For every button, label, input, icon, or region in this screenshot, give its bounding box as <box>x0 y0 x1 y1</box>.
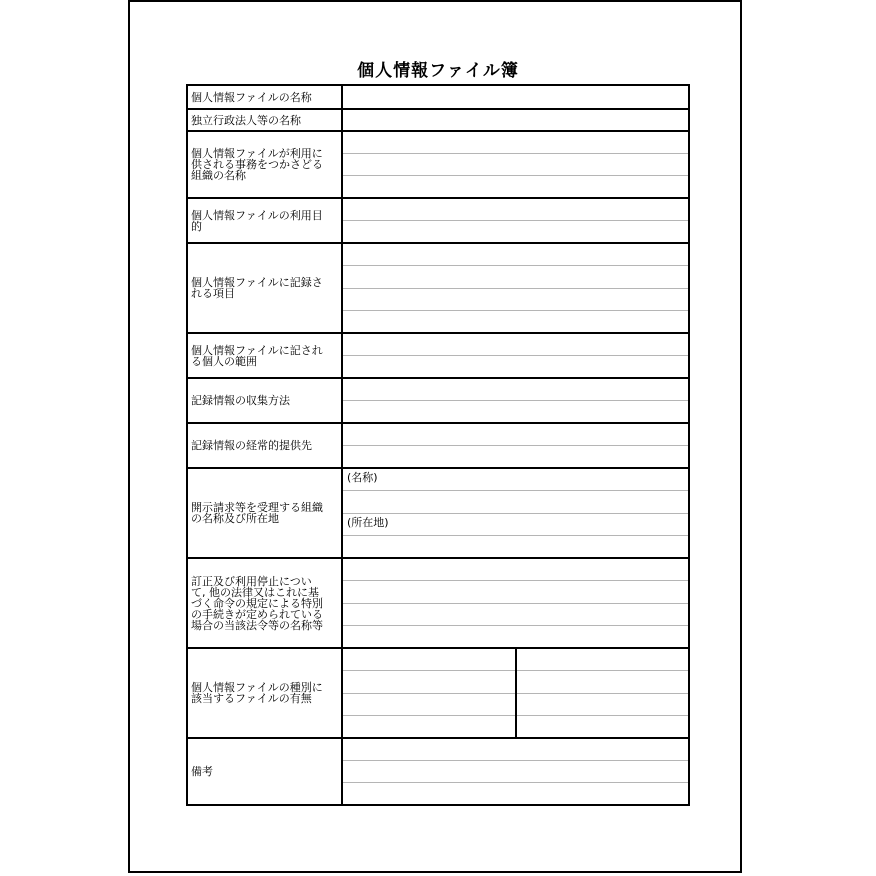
form-row <box>188 108 688 130</box>
field-label: 独立行政法人等の名称 <box>188 110 343 130</box>
split-column <box>343 649 515 737</box>
form-row <box>188 197 688 242</box>
field-value-area[interactable] <box>343 199 688 242</box>
form-row <box>188 647 688 737</box>
field-value-area[interactable] <box>343 132 688 197</box>
entry-line[interactable] <box>343 199 688 220</box>
entry-line[interactable] <box>343 220 688 242</box>
entry-line[interactable] <box>343 132 688 153</box>
entry-line[interactable] <box>343 760 688 782</box>
entry-line[interactable] <box>517 649 689 670</box>
entry-line[interactable] <box>343 175 688 197</box>
document-title: 個人情報ファイル簿 <box>357 61 519 81</box>
form-row <box>188 86 688 108</box>
entry-line[interactable] <box>517 715 689 737</box>
field-label: 個人情報ファイルに記され る個人の範囲 <box>188 334 343 377</box>
field-value-area[interactable] <box>343 244 688 332</box>
form-row <box>188 557 688 647</box>
entry-line[interactable] <box>517 670 689 692</box>
form-row <box>188 377 688 422</box>
entry-line[interactable] <box>517 693 689 715</box>
form-row <box>188 130 688 197</box>
entry-line[interactable] <box>343 265 688 287</box>
entry-line[interactable] <box>343 693 515 715</box>
field-value-area[interactable] <box>343 379 688 422</box>
entry-line[interactable] <box>343 535 688 557</box>
entry-line[interactable] <box>343 424 688 445</box>
split-column <box>515 649 689 737</box>
field-value-area[interactable] <box>343 334 688 377</box>
entry-line[interactable] <box>343 625 688 647</box>
entry-line[interactable] <box>343 445 688 467</box>
entry-line[interactable] <box>343 86 688 108</box>
entry-line[interactable] <box>343 110 688 130</box>
entry-line[interactable] <box>343 153 688 175</box>
entry-line[interactable]: (所在地) <box>343 513 688 535</box>
field-value-area[interactable] <box>343 559 688 647</box>
field-value-area[interactable] <box>343 110 688 130</box>
entry-line[interactable] <box>343 490 688 512</box>
field-label: 開示請求等を受理する組織 の名称及び所在地 <box>188 469 343 557</box>
entry-line[interactable]: (名称) <box>347 471 378 484</box>
entry-line[interactable] <box>343 400 688 422</box>
form-row <box>188 242 688 332</box>
form-row <box>188 422 688 467</box>
field-value-area[interactable] <box>343 649 688 737</box>
field-label: 訂正及び利用停止につい て, 他の法律又はこれに基 づく命令の規定による特別 の手続きが定められている 場合の当該法令等の名称等 <box>188 559 343 647</box>
entry-line[interactable] <box>343 603 688 625</box>
field-value-area[interactable] <box>343 86 688 108</box>
field-label: 個人情報ファイルの名称 <box>188 86 343 108</box>
field-label: 個人情報ファイルの利用目 的 <box>188 199 343 242</box>
entry-line[interactable] <box>343 559 688 580</box>
field-value-area[interactable] <box>343 424 688 467</box>
entry-line[interactable] <box>343 649 515 670</box>
form-row <box>188 467 688 557</box>
entry-line[interactable] <box>343 715 515 737</box>
field-label: 記録情報の収集方法 <box>188 379 343 422</box>
field-label: 記録情報の経常的提供先 <box>188 424 343 467</box>
form-row <box>188 737 688 804</box>
field-value-area[interactable] <box>343 469 688 557</box>
entry-line[interactable] <box>343 670 515 692</box>
form-row <box>188 332 688 377</box>
field-label: 個人情報ファイルに記録さ れる項目 <box>188 244 343 332</box>
entry-line[interactable] <box>343 782 688 804</box>
entry-line[interactable] <box>343 739 688 760</box>
field-label: 備考 <box>188 739 343 804</box>
field-label: 個人情報ファイルの種別に 該当するファイルの有無 <box>188 649 343 737</box>
entry-line[interactable] <box>343 244 688 265</box>
entry-line[interactable] <box>343 310 688 332</box>
entry-line[interactable] <box>343 580 688 602</box>
entry-line[interactable] <box>343 355 688 377</box>
entry-line[interactable] <box>343 288 688 310</box>
entry-line[interactable] <box>343 334 688 355</box>
field-label: 個人情報ファイルが利用に 供される事務をつかさどる 組織の名称 <box>188 132 343 197</box>
registry-form <box>186 84 690 806</box>
entry-line[interactable] <box>343 379 688 400</box>
field-value-area[interactable] <box>343 739 688 804</box>
